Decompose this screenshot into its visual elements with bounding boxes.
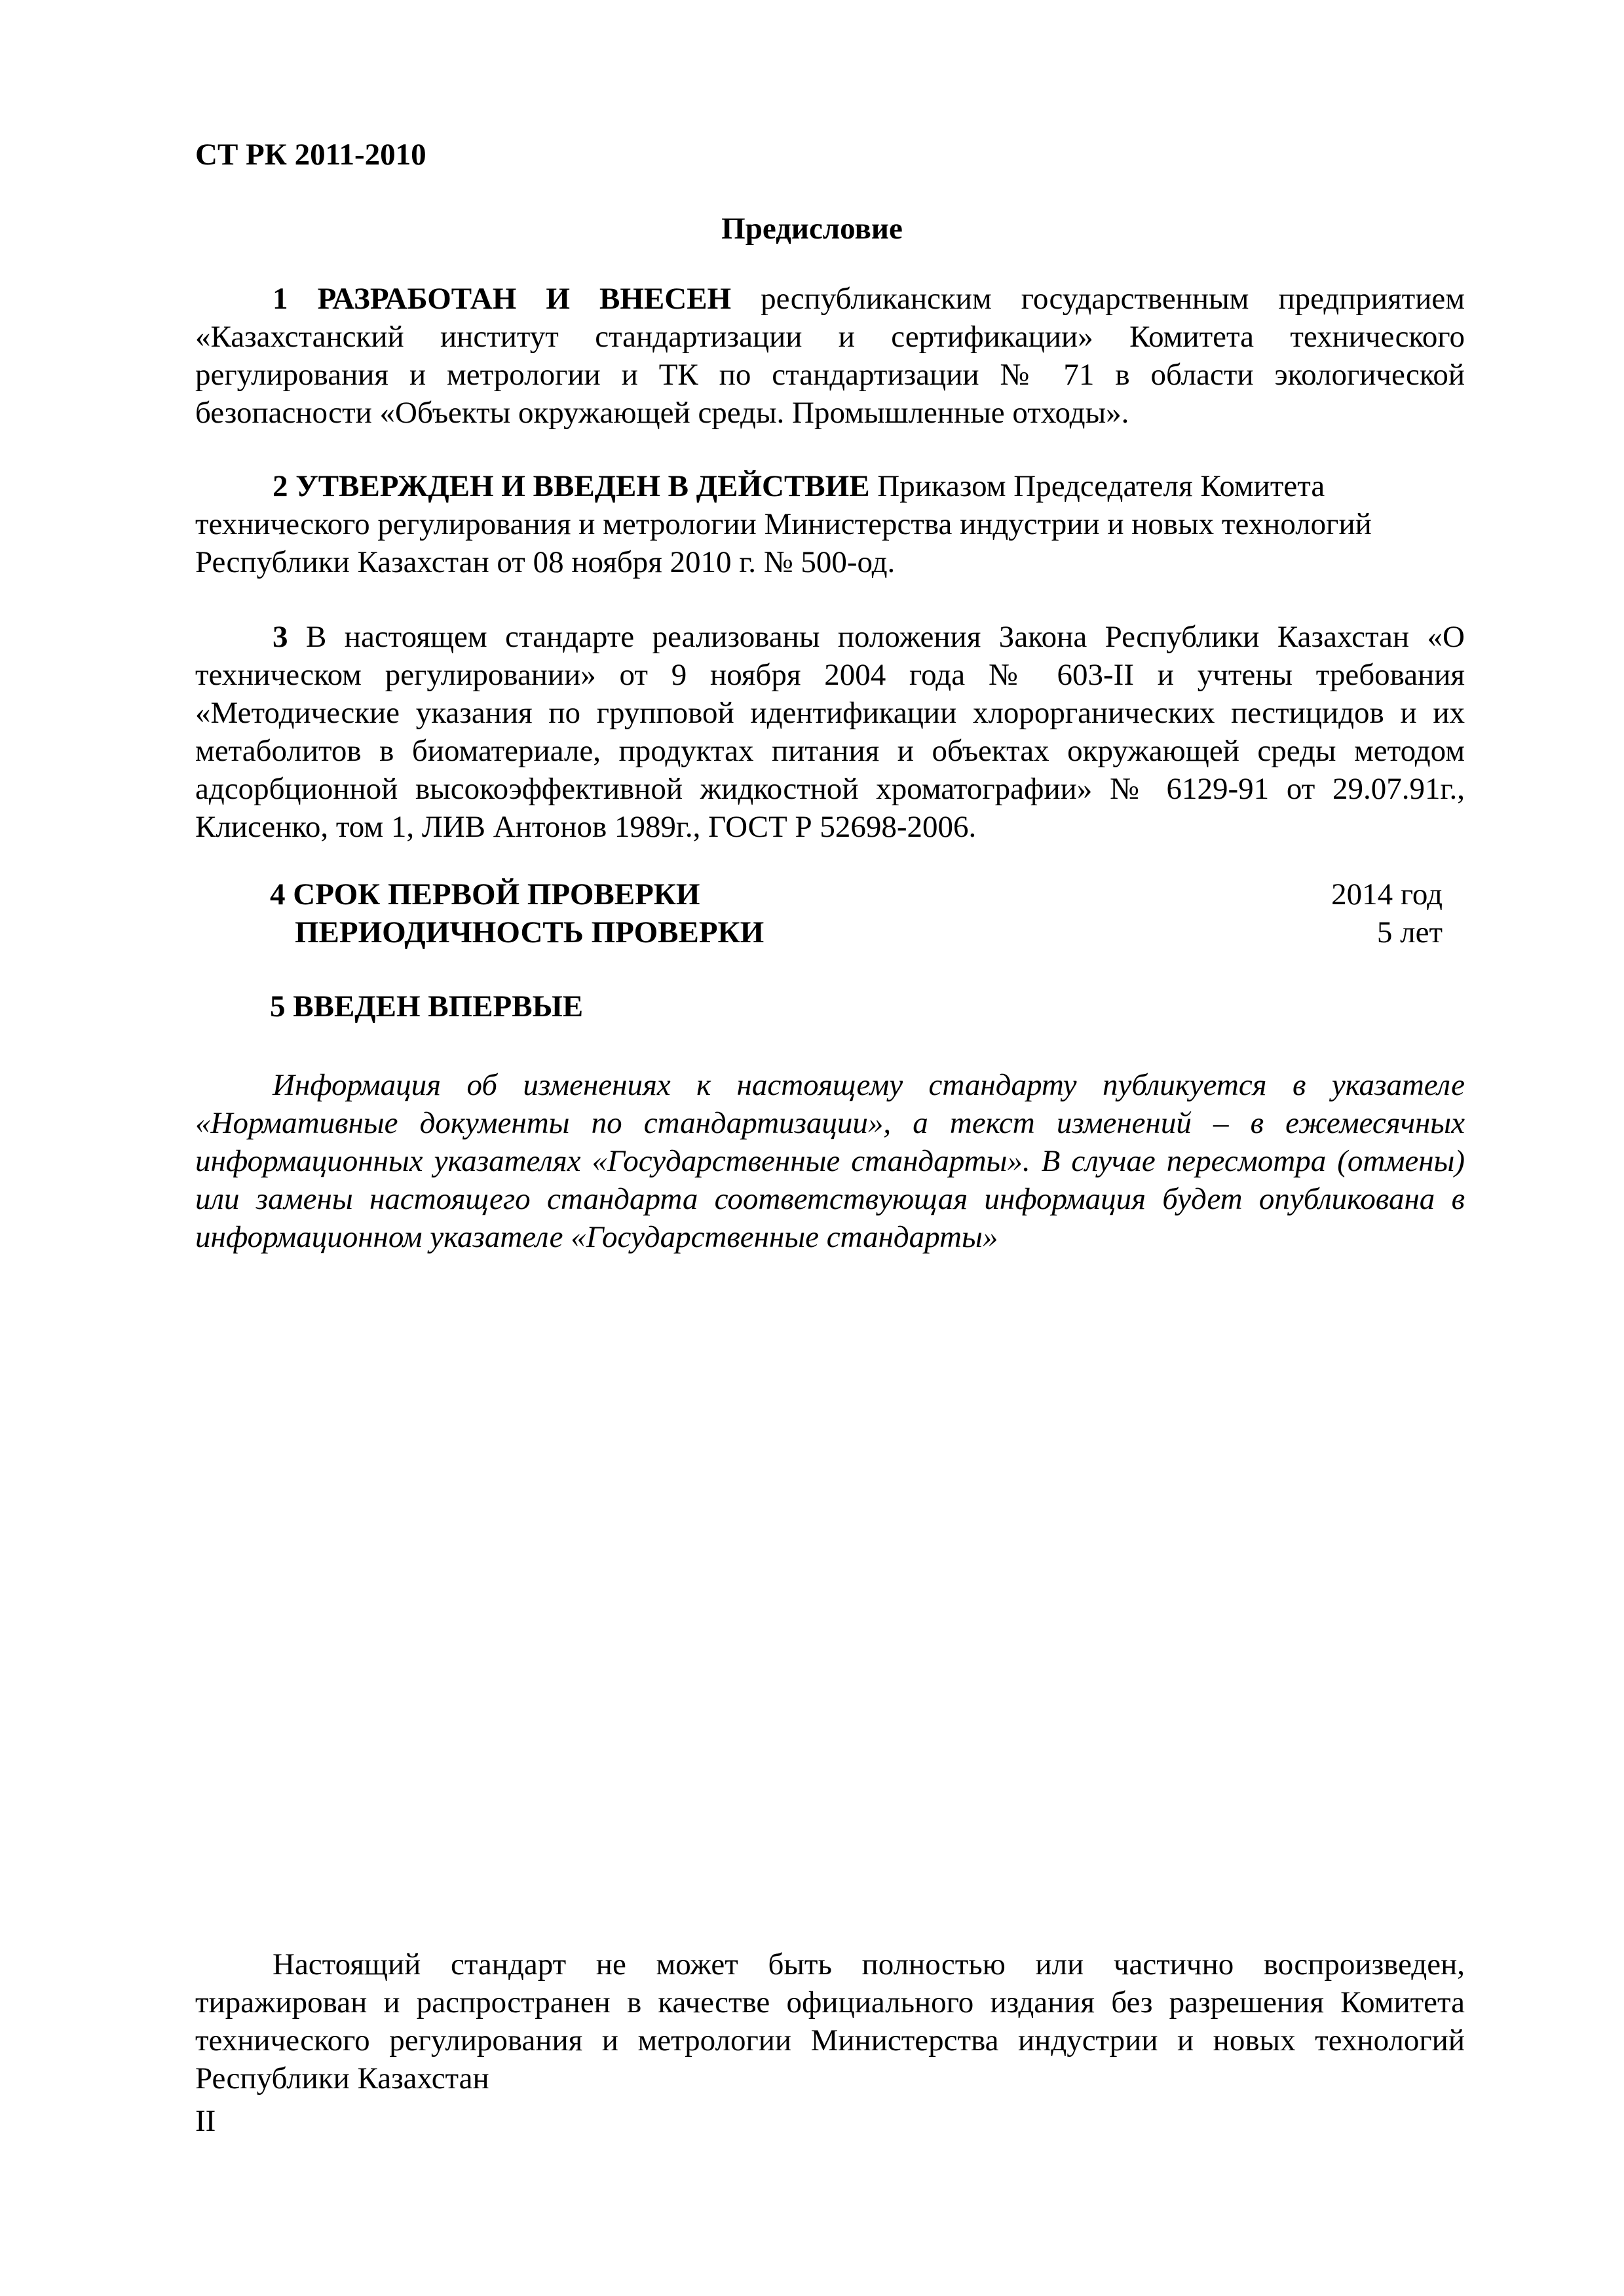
copyright-notice: Настоящий стандарт не может быть полностью или частично воспроизведен, тиражирован и распространен в качестве официального издания без разрешения Комитета технического регулирования и метрологии Министерства индустрии и новых технологий Республики Казахстан — [195, 1947, 1465, 2095]
item-developed-text: республиканским государственным предприятием «Казахстанский институт стандартизации и сертификации» Комитета технического регулирования и метрологии и ТК по стандартизации № 71 в области экологической безопасности «Объекты окружающей среды. Промышленные отходы». — [195, 282, 1465, 430]
item-implemented-lead: 3 — [273, 620, 288, 654]
item-introduced-first: 5 ВВЕДЕН ВПЕРВЫЕ — [270, 989, 584, 1024]
first-review-row — [270, 875, 1443, 913]
review-period-value: 5 лет — [1376, 915, 1443, 949]
item-implemented — [195, 618, 1465, 846]
standard-code: СТ РК 2011-2010 — [195, 138, 426, 172]
item-implemented-text: В настоящем стандарте реализованы положения Закона Республики Казахстан «О техническом регулировании» от 9 ноября 2004 года № 603-II и учтены требования «Методические указания по групповой идентификации хлорорганических пестицидов и их метаболитов в биоматериале, продуктах питания и объектах окружающей среды методом адсорбционной высокоэффективной жидкостной хроматографии» № 6129-91 от 29.07.91г., Клисенко, том 1, ЛИВ Антонов 1989г., ГОСТ Р 52698-2006. — [195, 620, 1465, 844]
page-title: Предисловие — [721, 212, 903, 246]
first-review-label: 4 СРОК ПЕРВОЙ ПРОВЕРКИ — [270, 877, 700, 911]
item-approved-text: Приказом Председателя Комитета технического регулирования и метрологии Министерства индустрии и новых технологий Республики Казахстан от 08 ноября 2010 г. № 500-од. — [195, 469, 1372, 579]
changes-info-paragraph: Информация об изменениях к настоящему стандарту публикуется в указателе «Нормативные документы по стандартизации», а текст изменений – в ежемесячных информационных указателях «Государственные стандарты». В случае пересмотра (отмены) или замены настоящего стандарта соответствующая информация будет опубликована в информационном указателе «Государственные стандарты» — [195, 1068, 1465, 1254]
item-developed-lead: 1 РАЗРАБОТАН И ВНЕСЕН — [273, 282, 732, 316]
page-number: II — [195, 2104, 216, 2138]
review-period-row — [270, 913, 1443, 951]
review-period-label: ПЕРИОДИЧНОСТЬ ПРОВЕРКИ — [295, 915, 765, 949]
item-approved — [195, 467, 1465, 581]
item-developed — [195, 280, 1465, 432]
item-approved-lead: 2 УТВЕРЖДЕН И ВВЕДЕН В ДЕЙСТВИЕ — [273, 469, 870, 503]
first-review-value: 2014 год — [1331, 877, 1443, 911]
